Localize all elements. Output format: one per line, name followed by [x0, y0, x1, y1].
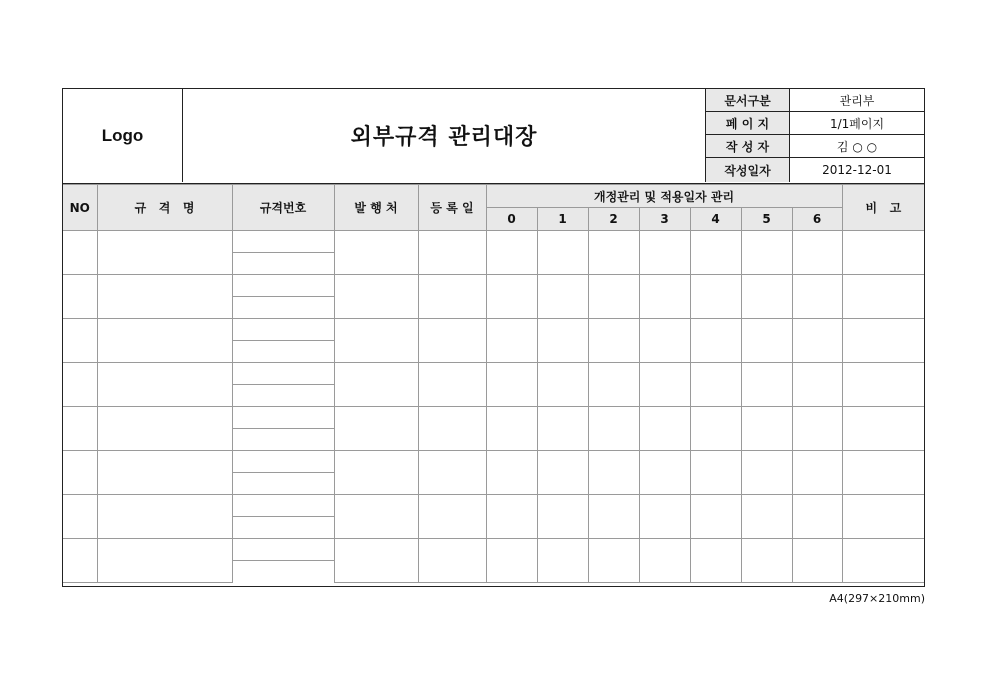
cell-revision-1[interactable] — [537, 451, 588, 495]
cell-revision-5[interactable] — [741, 319, 792, 363]
cell-regdate[interactable] — [418, 231, 486, 275]
cell-number-b[interactable] — [232, 253, 334, 275]
cell-revision-6[interactable] — [792, 539, 842, 583]
cell-revision-0[interactable] — [486, 451, 537, 495]
cell-regdate[interactable] — [418, 275, 486, 319]
col-regdate-header: 등 록 일 — [418, 185, 486, 231]
col-no-header: NO — [63, 185, 97, 231]
document-info — [706, 89, 924, 182]
cell-remarks[interactable] — [842, 407, 924, 451]
revision-col-3: 3 — [639, 208, 690, 231]
revision-col-4: 4 — [690, 208, 741, 231]
revision-col-2: 2 — [588, 208, 639, 231]
cell-regdate[interactable] — [418, 363, 486, 407]
cell-revision-6[interactable] — [792, 451, 842, 495]
cell-name[interactable] — [97, 495, 232, 539]
cell-number-b[interactable] — [232, 517, 334, 539]
info-row-author — [706, 135, 924, 158]
cell-name[interactable] — [97, 407, 232, 451]
cell-revision-4[interactable] — [690, 319, 741, 363]
cell-revision-6[interactable] — [792, 407, 842, 451]
cell-name[interactable] — [97, 539, 232, 583]
cell-issuer[interactable] — [334, 495, 418, 539]
cell-revision-5[interactable] — [741, 275, 792, 319]
cell-regdate[interactable] — [418, 539, 486, 583]
table-row — [63, 539, 924, 561]
table-body — [63, 231, 924, 583]
col-remarks-header: 비 고 — [842, 185, 924, 231]
cell-remarks[interactable] — [842, 275, 924, 319]
cell-revision-4[interactable] — [690, 539, 741, 583]
cell-revision-1[interactable] — [537, 407, 588, 451]
cell-no[interactable] — [63, 319, 97, 363]
cell-revision-1[interactable] — [537, 275, 588, 319]
table-row — [63, 275, 924, 297]
cell-revision-1[interactable] — [537, 319, 588, 363]
cell-revision-0[interactable] — [486, 231, 537, 275]
cell-issuer[interactable] — [334, 451, 418, 495]
cell-revision-4[interactable] — [690, 495, 741, 539]
col-name-header: 규 격 명 — [97, 185, 232, 231]
cell-issuer[interactable] — [334, 407, 418, 451]
cell-number-a[interactable] — [232, 231, 334, 253]
col-revision-header: 개정관리 및 적용일자 관리 — [486, 185, 842, 208]
cell-number-b[interactable] — [232, 429, 334, 451]
cell-no[interactable] — [63, 275, 97, 319]
cell-revision-2[interactable] — [588, 231, 639, 275]
cell-revision-0[interactable] — [486, 407, 537, 451]
cell-revision-0[interactable] — [486, 275, 537, 319]
cell-revision-1[interactable] — [537, 539, 588, 583]
cell-number-a[interactable] — [232, 275, 334, 297]
cell-revision-0[interactable] — [486, 539, 537, 583]
cell-revision-6[interactable] — [792, 231, 842, 275]
cell-number-a[interactable] — [232, 495, 334, 517]
cell-revision-3[interactable] — [639, 539, 690, 583]
table-row — [63, 319, 924, 341]
cell-name[interactable] — [97, 363, 232, 407]
cell-revision-5[interactable] — [741, 495, 792, 539]
cell-no[interactable] — [63, 451, 97, 495]
info-value: 관리부 — [839, 93, 875, 108]
cell-revision-5[interactable] — [741, 231, 792, 275]
cell-no[interactable] — [63, 407, 97, 451]
cell-revision-1[interactable] — [537, 495, 588, 539]
cell-no[interactable] — [63, 363, 97, 407]
cell-revision-6[interactable] — [792, 495, 842, 539]
register-sheet — [62, 88, 925, 587]
info-value: 김 ○ ○ — [836, 139, 878, 154]
cell-revision-3[interactable] — [639, 275, 690, 319]
cell-revision-3[interactable] — [639, 363, 690, 407]
cell-number-b[interactable] — [232, 473, 334, 495]
cell-revision-5[interactable] — [741, 451, 792, 495]
cell-revision-2[interactable] — [588, 407, 639, 451]
cell-no[interactable] — [63, 495, 97, 539]
cell-revision-4[interactable] — [690, 451, 741, 495]
cell-revision-2[interactable] — [588, 319, 639, 363]
col-number-header: 규격번호 — [232, 185, 334, 231]
cell-number-b[interactable] — [232, 385, 334, 407]
cell-regdate[interactable] — [418, 451, 486, 495]
cell-name[interactable] — [97, 275, 232, 319]
cell-revision-1[interactable] — [537, 363, 588, 407]
cell-revision-1[interactable] — [537, 231, 588, 275]
cell-name[interactable] — [97, 319, 232, 363]
table-row — [63, 451, 924, 473]
cell-issuer[interactable] — [334, 319, 418, 363]
cell-number-b[interactable] — [232, 561, 334, 583]
logo: Logo — [63, 89, 183, 182]
cell-revision-5[interactable] — [741, 363, 792, 407]
cell-revision-3[interactable] — [639, 451, 690, 495]
cell-number-a[interactable] — [232, 363, 334, 385]
document-title: 외부규격 관리대장 — [183, 89, 706, 182]
info-value: 2012-12-01 — [822, 163, 892, 177]
cell-revision-5[interactable] — [741, 407, 792, 451]
paper-size-note: A4(297×210mm) — [829, 592, 925, 605]
cell-regdate[interactable] — [418, 407, 486, 451]
cell-revision-2[interactable] — [588, 451, 639, 495]
cell-regdate[interactable] — [418, 495, 486, 539]
cell-revision-3[interactable] — [639, 231, 690, 275]
cell-revision-6[interactable] — [792, 275, 842, 319]
cell-revision-4[interactable] — [690, 275, 741, 319]
info-label: 작성일자 — [706, 158, 790, 182]
cell-remarks[interactable] — [842, 319, 924, 363]
table-row — [63, 231, 924, 253]
cell-remarks[interactable] — [842, 231, 924, 275]
cell-issuer[interactable] — [334, 363, 418, 407]
cell-revision-6[interactable] — [792, 319, 842, 363]
cell-revision-0[interactable] — [486, 363, 537, 407]
cell-number-a[interactable] — [232, 319, 334, 341]
cell-regdate[interactable] — [418, 319, 486, 363]
cell-revision-2[interactable] — [588, 495, 639, 539]
info-row-date — [706, 158, 924, 182]
cell-remarks[interactable] — [842, 495, 924, 539]
info-row-doc-type — [706, 89, 924, 112]
cell-revision-2[interactable] — [588, 275, 639, 319]
cell-number-a[interactable] — [232, 407, 334, 429]
cell-remarks[interactable] — [842, 363, 924, 407]
cell-remarks[interactable] — [842, 539, 924, 583]
cell-issuer[interactable] — [334, 539, 418, 583]
revision-col-5: 5 — [741, 208, 792, 231]
cell-no[interactable] — [63, 231, 97, 275]
table-row — [63, 407, 924, 429]
cell-issuer[interactable] — [334, 275, 418, 319]
info-row-page — [706, 112, 924, 135]
cell-revision-2[interactable] — [588, 539, 639, 583]
cell-name[interactable] — [97, 451, 232, 495]
cell-revision-0[interactable] — [486, 495, 537, 539]
info-value: 1/1페이지 — [829, 116, 885, 131]
cell-revision-3[interactable] — [639, 319, 690, 363]
table-row — [63, 495, 924, 517]
revision-col-6: 6 — [792, 208, 842, 231]
cell-revision-5[interactable] — [741, 539, 792, 583]
cell-number-b[interactable] — [232, 341, 334, 363]
revision-col-0: 0 — [486, 208, 537, 231]
cell-revision-4[interactable] — [690, 231, 741, 275]
cell-remarks[interactable] — [842, 451, 924, 495]
cell-revision-6[interactable] — [792, 363, 842, 407]
cell-revision-2[interactable] — [588, 363, 639, 407]
cell-number-a[interactable] — [232, 451, 334, 473]
cell-revision-3[interactable] — [639, 407, 690, 451]
document-header — [63, 89, 924, 184]
info-label: 페 이 지 — [706, 112, 790, 134]
revision-col-1: 1 — [537, 208, 588, 231]
cell-no[interactable] — [63, 539, 97, 583]
table-row — [63, 363, 924, 385]
cell-number-b[interactable] — [232, 297, 334, 319]
cell-name[interactable] — [97, 231, 232, 275]
cell-issuer[interactable] — [334, 231, 418, 275]
cell-revision-3[interactable] — [639, 495, 690, 539]
cell-number-a[interactable] — [232, 539, 334, 561]
cell-revision-4[interactable] — [690, 407, 741, 451]
col-issuer-header: 발 행 처 — [334, 185, 418, 231]
info-label: 작 성 자 — [706, 135, 790, 157]
cell-revision-0[interactable] — [486, 319, 537, 363]
standards-table — [63, 184, 924, 583]
cell-revision-4[interactable] — [690, 363, 741, 407]
info-label: 문서구분 — [706, 89, 790, 111]
